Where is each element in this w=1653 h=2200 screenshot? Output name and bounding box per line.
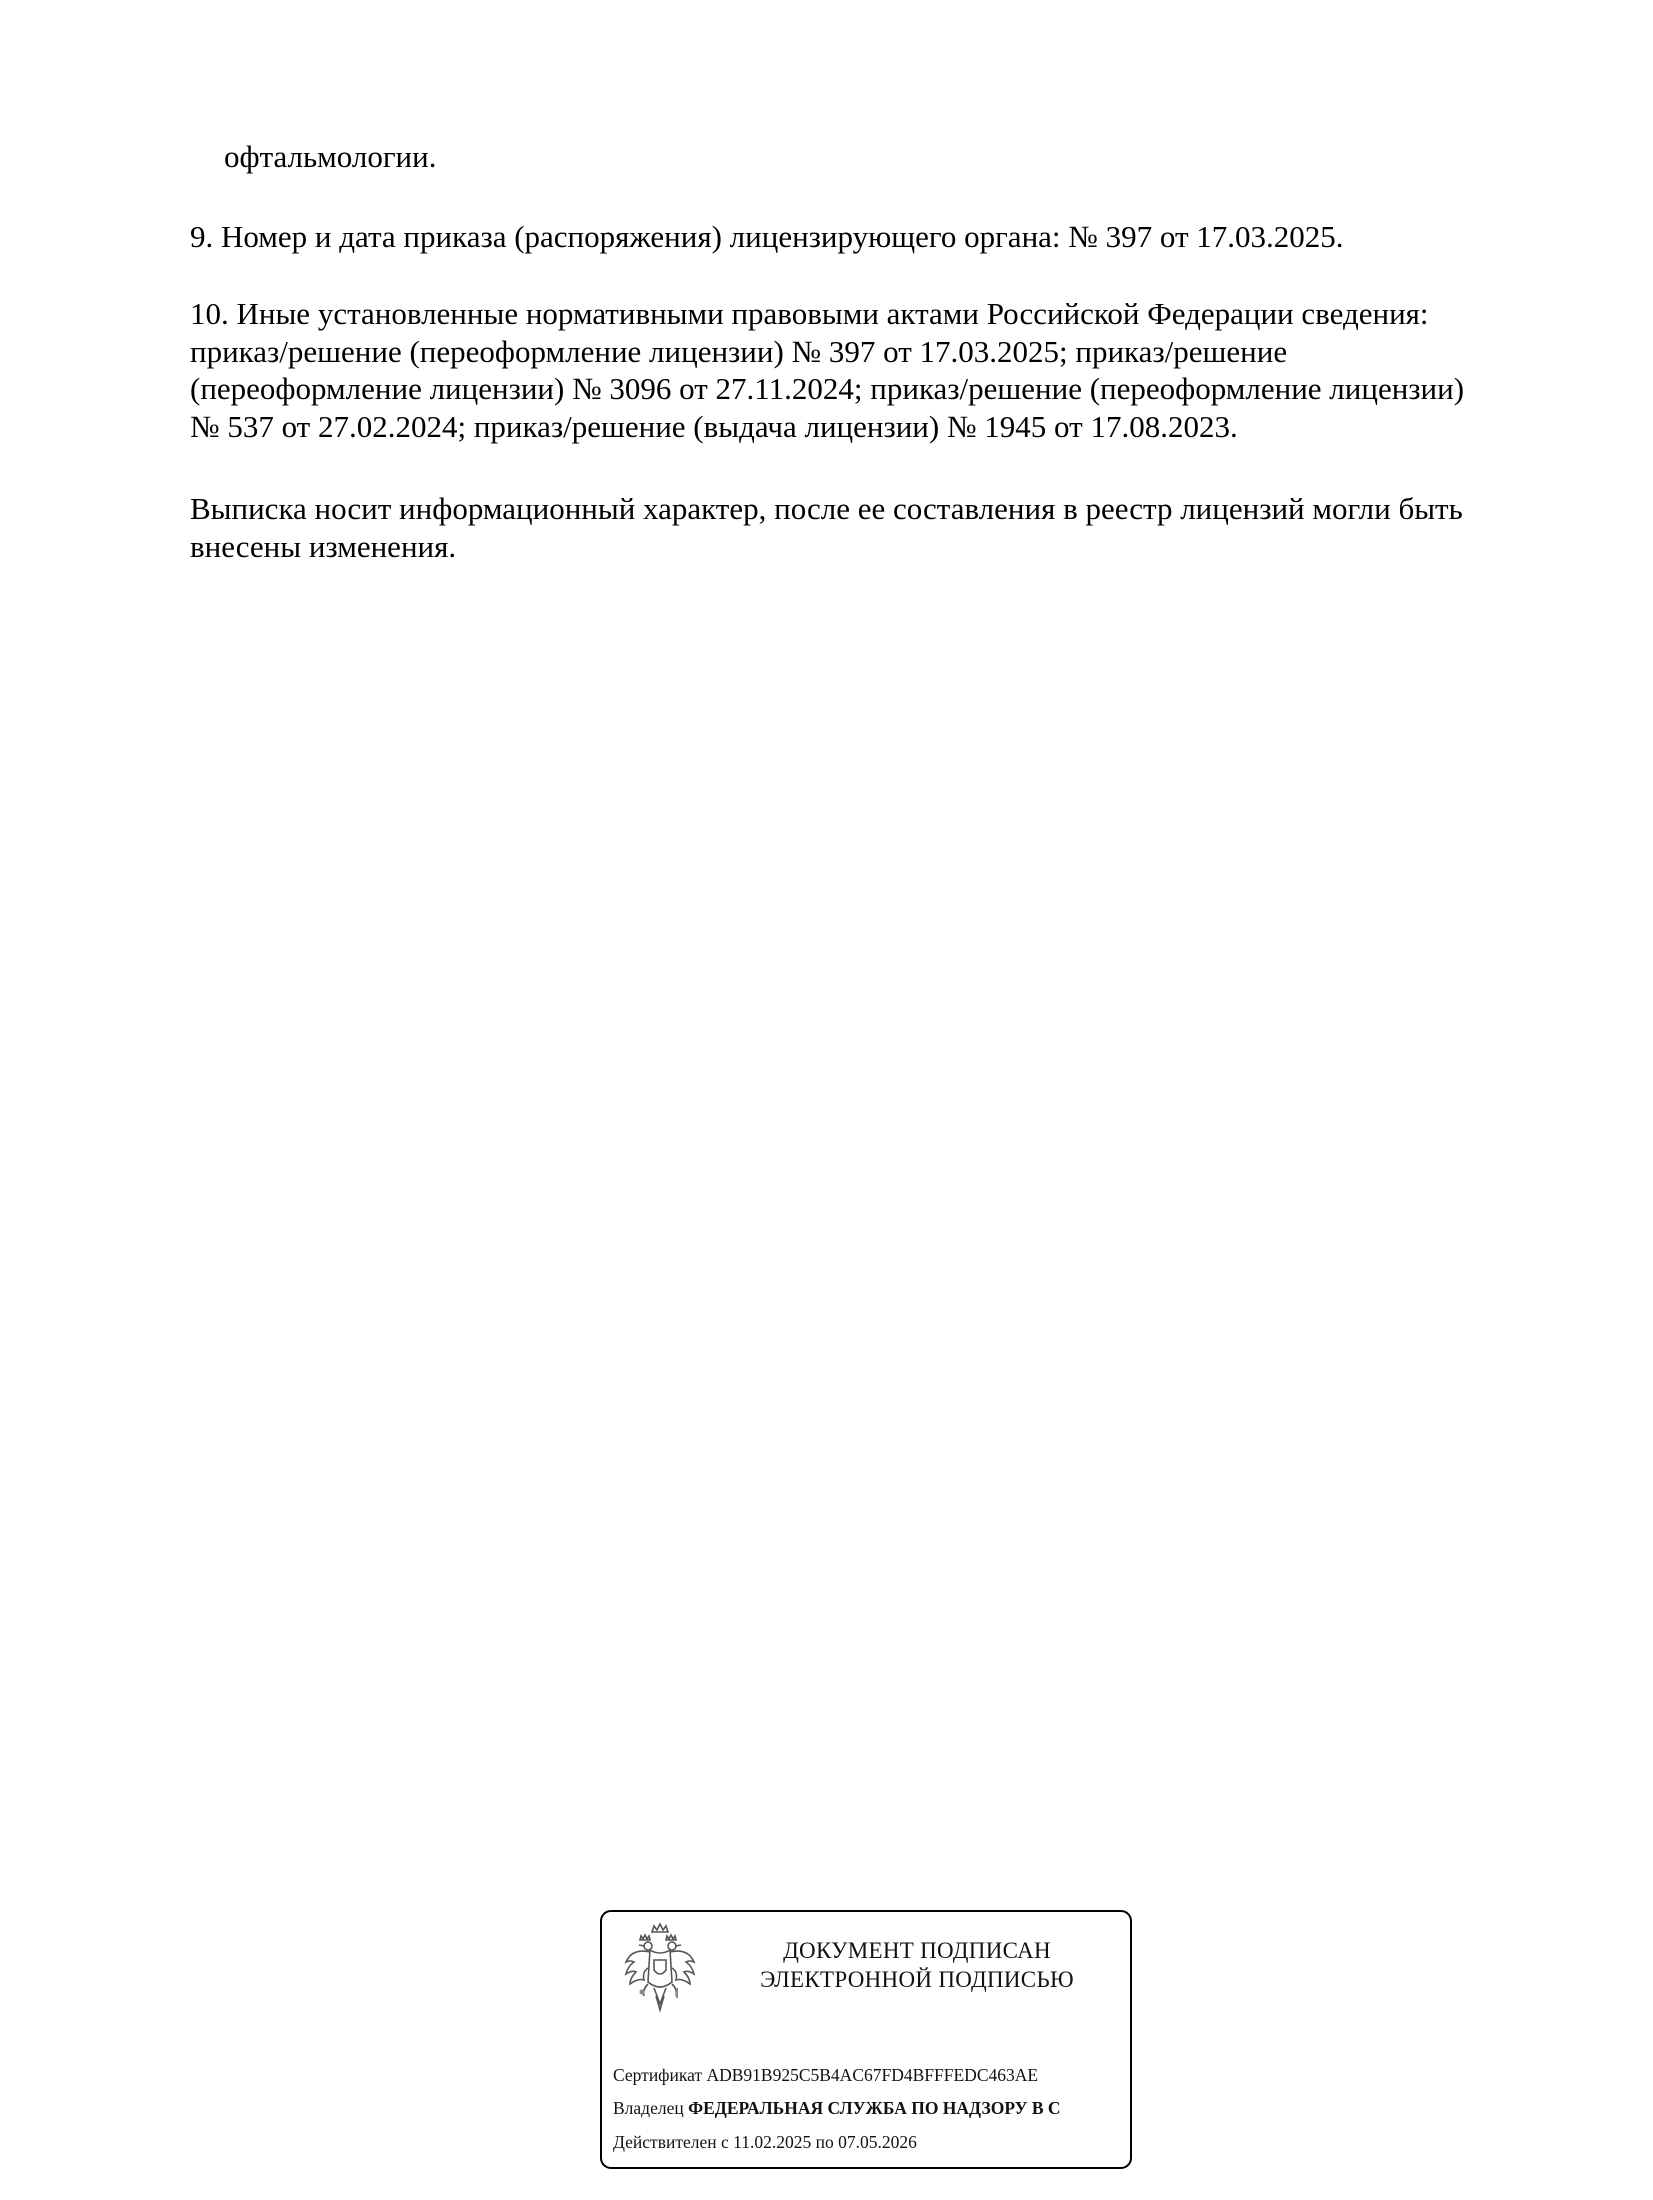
owner-label: Владелец xyxy=(613,2098,684,2118)
certificate-label: Сертификат xyxy=(613,2065,703,2085)
item-10-line: (переоформление лицензии) № 3096 от 27.11.2024; приказ/решение (переоформление лицензии) xyxy=(190,371,1465,406)
continuation-text: офтальмологии. xyxy=(224,139,437,174)
notice-line: внесены изменения. xyxy=(190,528,457,564)
item-10-line: № 537 от 27.02.2024; приказ/решение (выдача лицензии) № 1945 от 17.08.2023. xyxy=(190,408,1238,444)
russian-coat-of-arms-icon xyxy=(620,1922,700,2018)
item-9-order-number: 9. Номер и дата приказа (распоряжения) лицензирующего органа: № 397 от 17.03.2025. xyxy=(190,219,1344,254)
item-10-line: приказ/решение (переоформление лицензии) № 397 от 17.03.2025; приказ/решение xyxy=(190,333,1288,369)
stamp-heading-line: ЭЛЕКТРОННОЙ ПОДПИСЬЮ xyxy=(760,1967,1074,1992)
validity-line: Действителен с 11.02.2025 по 07.05.2026 xyxy=(613,2132,917,2152)
item-10-line: 10. Иные установленные нормативными правовыми актами Российской Федерации сведения: xyxy=(190,296,1429,331)
certificate-value: ADB91B925C5B4AC67FD4BFFFEDC463AE xyxy=(706,2065,1039,2085)
certificate-line xyxy=(613,2064,1038,2086)
owner-value: ФЕДЕРАЛЬНАЯ СЛУЖБА ПО НАДЗОРУ В С xyxy=(688,2098,1061,2118)
item-10-other-info xyxy=(190,295,1530,445)
informational-notice xyxy=(190,490,1530,565)
electronic-signature-stamp xyxy=(600,1910,1132,2169)
notice-line: Выписка носит информационный характер, после ее составления в реестр лицензий могли быть xyxy=(190,491,1463,526)
owner-line xyxy=(613,2097,1061,2119)
stamp-heading xyxy=(722,1936,1112,1994)
stamp-heading-line: ДОКУМЕНТ ПОДПИСАН xyxy=(783,1938,1051,1963)
